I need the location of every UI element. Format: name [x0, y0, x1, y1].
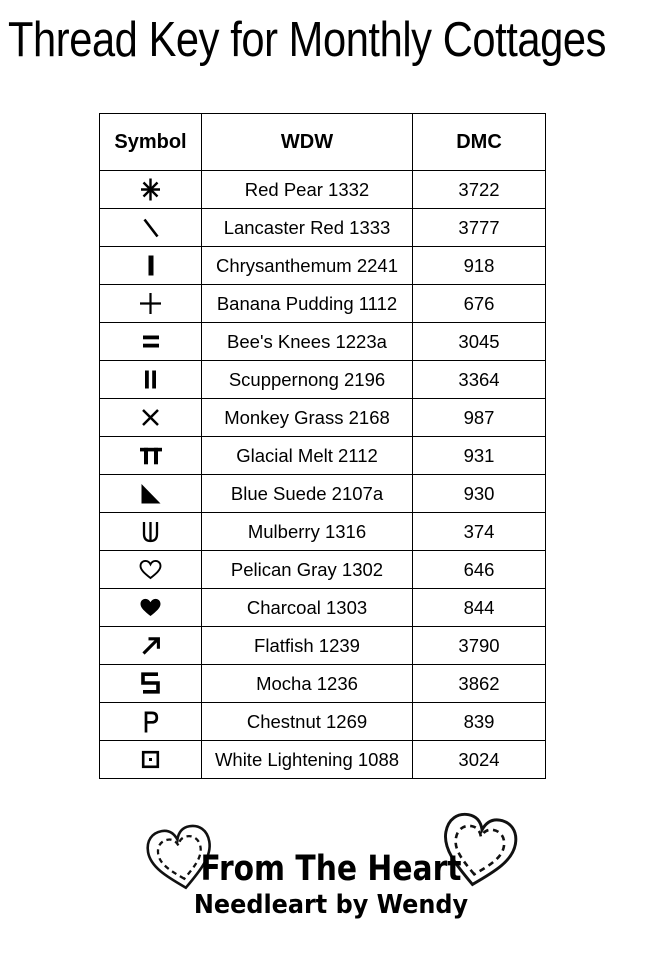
- symbol-cell: [100, 513, 202, 551]
- symbol-cell: [100, 209, 202, 247]
- wdw-cell: Glacial Melt 2112: [202, 437, 413, 475]
- table-row: [100, 665, 546, 703]
- symbol-cell: [100, 627, 202, 665]
- symbol-cell: [100, 171, 202, 209]
- table-row: [100, 551, 546, 589]
- thread-key-table: [99, 113, 546, 779]
- page-title: Thread Key for Monthly Cottages: [8, 13, 607, 67]
- table-row: [100, 285, 546, 323]
- wdw-cell: White Lightening 1088: [202, 741, 413, 779]
- lower-left-triangle-icon: [140, 484, 161, 504]
- symbol-cell: [100, 551, 202, 589]
- wdw-cell: Blue Suede 2107a: [202, 475, 413, 513]
- symbol-cell: [100, 589, 202, 627]
- dmc-cell: 844: [413, 589, 546, 627]
- northeast-arrow-icon: [140, 635, 162, 657]
- header-row: [100, 114, 546, 171]
- backslash-icon: [141, 217, 161, 239]
- dmc-cell: 646: [413, 551, 546, 589]
- wdw-cell: Lancaster Red 1333: [202, 209, 413, 247]
- symbol-cell: [100, 703, 202, 741]
- dmc-cell: 3777: [413, 209, 546, 247]
- x-cross-icon: [141, 408, 160, 427]
- dmc-cell: 3790: [413, 627, 546, 665]
- table-row: [100, 741, 546, 779]
- angular-s-icon: [141, 672, 160, 695]
- dmc-cell: 3045: [413, 323, 546, 361]
- symbol-cell: [100, 247, 202, 285]
- symbol-cell: [100, 665, 202, 703]
- wdw-cell: Scuppernong 2196: [202, 361, 413, 399]
- dmc-cell: 839: [413, 703, 546, 741]
- symbol-cell: [100, 361, 202, 399]
- union-u-icon: [141, 521, 160, 543]
- symbol-cell: [100, 399, 202, 437]
- column-header-symbol: Symbol: [100, 114, 202, 171]
- wdw-cell: Pelican Gray 1302: [202, 551, 413, 589]
- table-row: [100, 437, 546, 475]
- double-vertical-bars-icon: [143, 370, 158, 389]
- outline-heart-icon: [139, 559, 162, 580]
- column-header-dmc: DMC: [413, 114, 546, 171]
- thick-vertical-bar-icon: [147, 255, 155, 276]
- wdw-cell: Chestnut 1269: [202, 703, 413, 741]
- symbol-cell: [100, 285, 202, 323]
- table-row: [100, 399, 546, 437]
- dmc-cell: 676: [413, 285, 546, 323]
- table-row: [100, 171, 546, 209]
- logo: [140, 812, 522, 924]
- symbol-cell: [100, 741, 202, 779]
- letter-p-icon: [143, 711, 159, 733]
- square-with-dot-icon: [141, 750, 160, 769]
- dmc-cell: 3722: [413, 171, 546, 209]
- dmc-cell: 931: [413, 437, 546, 475]
- table-row: [100, 247, 546, 285]
- plus-icon: [139, 292, 162, 315]
- wdw-cell: Monkey Grass 2168: [202, 399, 413, 437]
- dmc-cell: 918: [413, 247, 546, 285]
- table-row: [100, 209, 546, 247]
- wdw-cell: Banana Pudding 1112: [202, 285, 413, 323]
- wdw-cell: Bee's Knees 1223a: [202, 323, 413, 361]
- logo-subtitle: Needleart by Wendy: [193, 890, 469, 920]
- table-row: [100, 589, 546, 627]
- table-row: [100, 323, 546, 361]
- table-row: [100, 703, 546, 741]
- dmc-cell: 987: [413, 399, 546, 437]
- filled-heart-icon: [139, 597, 162, 618]
- table-row: [100, 627, 546, 665]
- dmc-cell: 3364: [413, 361, 546, 399]
- wdw-cell: Chrysanthemum 2241: [202, 247, 413, 285]
- dmc-cell: 3862: [413, 665, 546, 703]
- wdw-cell: Mulberry 1316: [202, 513, 413, 551]
- wdw-cell: Flatfish 1239: [202, 627, 413, 665]
- dmc-cell: 930: [413, 475, 546, 513]
- logo-title: From The Heart: [200, 849, 462, 889]
- pi-icon: [139, 447, 163, 465]
- eight-spoke-asterisk-icon: [139, 178, 162, 201]
- symbol-cell: [100, 475, 202, 513]
- wdw-cell: Charcoal 1303: [202, 589, 413, 627]
- wdw-cell: Mocha 1236: [202, 665, 413, 703]
- dmc-cell: 374: [413, 513, 546, 551]
- symbol-cell: [100, 323, 202, 361]
- column-header-wdw: WDW: [202, 114, 413, 171]
- wdw-cell: Red Pear 1332: [202, 171, 413, 209]
- table-row: [100, 475, 546, 513]
- symbol-cell: [100, 437, 202, 475]
- dmc-cell: 3024: [413, 741, 546, 779]
- double-horizontal-bars-icon: [142, 335, 160, 348]
- table-body: [100, 171, 546, 779]
- table-row: [100, 513, 546, 551]
- table-row: [100, 361, 546, 399]
